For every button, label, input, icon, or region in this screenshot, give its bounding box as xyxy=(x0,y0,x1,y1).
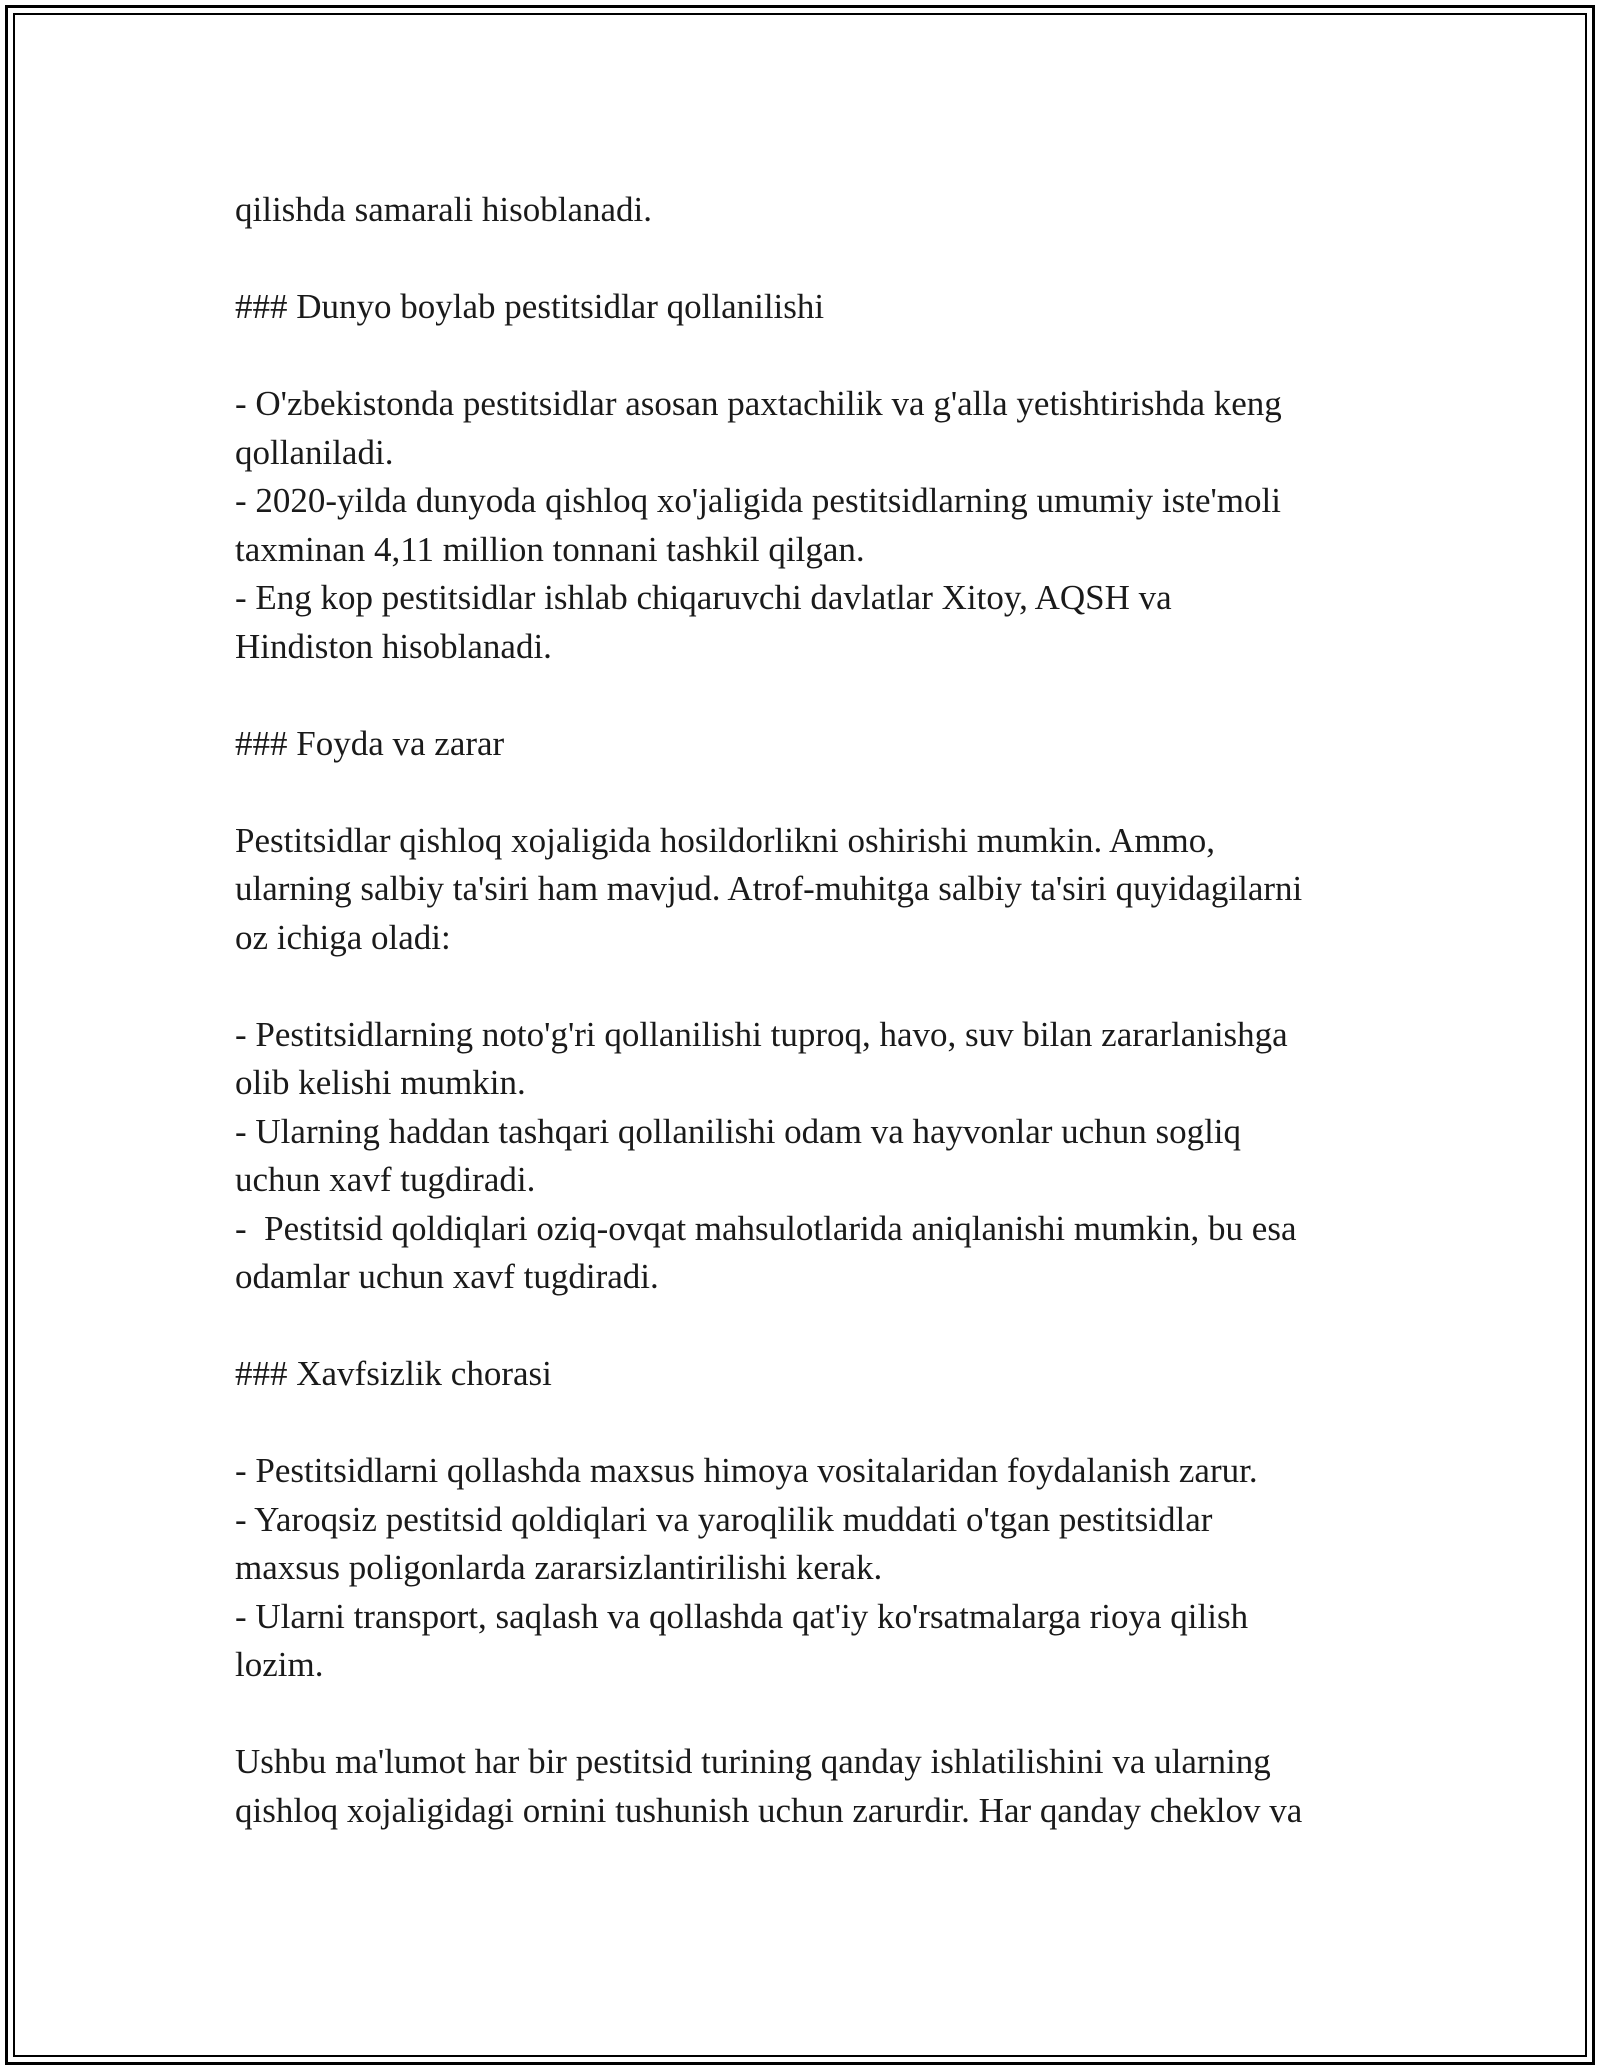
text-line: odamlar uchun xavf tugdiradi. xyxy=(235,1257,659,1296)
text-line: ularning salbiy ta'siri ham mavjud. Atrof-muhitga salbiy ta'siri quyidagilarni xyxy=(235,869,1303,908)
heading-text: ### Foyda va zarar xyxy=(235,723,505,763)
heading-worldwide-usage xyxy=(235,283,1380,332)
text-line: qilishda samarali hisoblanadi. xyxy=(235,190,652,229)
text-line: lozim. xyxy=(235,1645,324,1684)
list-safety-measures xyxy=(235,1447,1380,1690)
text-line: Ushbu ma'lumot har bir pestitsid turining qanday ishlatilishini va ularning xyxy=(235,1742,1271,1781)
paragraph-continuation xyxy=(235,186,1380,235)
text-line: - Ularning haddan tashqari qollanilishi odam va hayvonlar uchun sogliq xyxy=(235,1111,1242,1151)
text-line: - 2020-yilda dunyoda qishloq xo'jaligida pestitsidlarning umumiy iste'moli xyxy=(235,481,1281,520)
text-line: maxsus poligonlarda zararsizlantirilishi kerak. xyxy=(235,1548,883,1587)
text-line: Pestitsidlar qishloq xojaligida hosildorlikni oshirishi mumkin. Ammo, xyxy=(235,820,1216,860)
text-line: - Ularni transport, saqlash va qollashda qat'iy ko'rsatmalarga rioya qilish xyxy=(235,1596,1249,1636)
paragraph-conclusion xyxy=(235,1738,1380,1835)
text-line: - Pestitsid qoldiqlari oziq-ovqat mahsulotlarida aniqlanishi mumkin, bu esa xyxy=(235,1208,1297,1248)
text-line: uchun xavf tugdiradi. xyxy=(235,1160,536,1199)
text-line: qishloq xojaligidagi ornini tushunish uchun zarurdir. Har qanday cheklov va xyxy=(235,1790,1303,1830)
text-line: - Yaroqsiz pestitsid qoldiqlari va yaroqlilik muddati o'tgan pestitsidlar xyxy=(235,1499,1213,1539)
text-line: oz ichiga oladi: xyxy=(235,917,451,957)
text-line: - Pestitsidlarni qollashda maxsus himoya vositalaridan foydalanish zarur. xyxy=(235,1451,1258,1490)
list-harms xyxy=(235,1011,1380,1302)
paragraph-benefit-harm xyxy=(235,817,1380,963)
text-line: taxminan 4,11 million tonnani tashkil qilgan. xyxy=(235,529,865,569)
text-line: qollaniladi. xyxy=(235,432,394,472)
document-body xyxy=(235,186,1380,1884)
text-line: - O'zbekistonda pestitsidlar asosan paxtachilik va g'alla yetishtirishda keng xyxy=(235,384,1282,423)
text-line: olib kelishi mumkin. xyxy=(235,1063,526,1102)
text-line: Hindiston hisoblanadi. xyxy=(235,626,552,666)
list-worldwide-usage xyxy=(235,380,1380,671)
text-line: - Eng kop pestitsidlar ishlab chiqaruvchi davlatlar Xitoy, AQSH va xyxy=(235,578,1172,617)
heading-text: ### Dunyo boylab pestitsidlar qollanilishi xyxy=(235,287,825,326)
heading-text: ### Xavfsizlik chorasi xyxy=(235,1354,552,1393)
heading-safety-measures xyxy=(235,1350,1380,1399)
text-line: - Pestitsidlarning noto'g'ri qollanilishi tuproq, havo, suv bilan zararlanishga xyxy=(235,1014,1288,1054)
heading-benefit-harm xyxy=(235,720,1380,769)
